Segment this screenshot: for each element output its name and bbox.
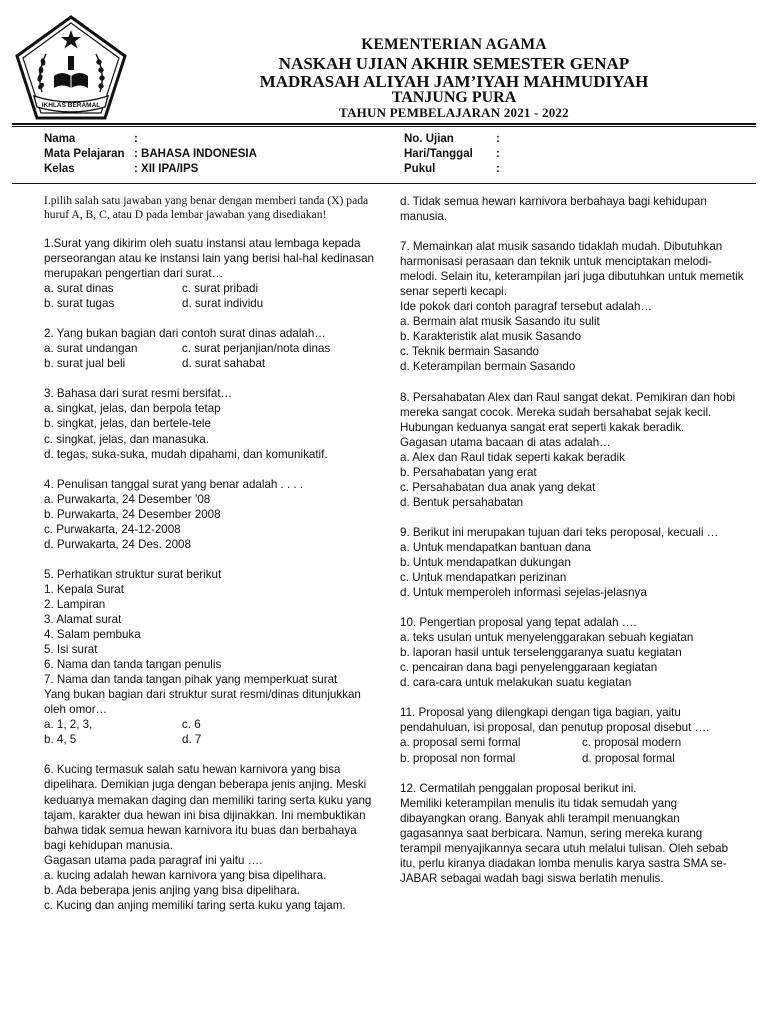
ministry-title: KEMENTERIAN AGAMA <box>361 36 547 53</box>
header-divider-thin <box>12 126 756 127</box>
option-a: a. singkat, jelas, dan berpola tetap <box>44 402 221 416</box>
instruction-text: I.pilih salah satu jawaban yang benar dengan memberi tanda (X) pada huruf A, B, C, atau D pada lembar jawaban yang disediakan! <box>44 194 369 221</box>
info-row-name <box>44 132 384 147</box>
question-5: 5. Perhatikan struktur surat berikut <box>44 567 222 581</box>
info-label: Hari/Tanggal <box>404 148 473 160</box>
options-row <box>44 296 380 311</box>
option-b: b. singkat, jelas, dan bertele-tele <box>44 417 211 431</box>
option-d: d. surat sahabat <box>182 357 266 371</box>
info-label: Pukul <box>404 163 436 175</box>
options-row <box>44 356 380 371</box>
question-3: 3. Bahasa dari surat resmi bersifat… <box>44 387 233 401</box>
option-c: c. Untuk mendapatkan perizinan <box>400 571 567 585</box>
academic-year: TAHUN PEMBELAJARAN 2021 - 2022 <box>339 105 569 120</box>
option-a: a. surat undangan <box>44 342 138 356</box>
info-row-time <box>404 162 724 177</box>
question-5-prompt: Yang bukan bagian dari struktur surat resmi/dinas ditunjukkan oleh omor… <box>44 688 361 717</box>
option-a: a. Bermain alat musik Sasando itu sulit <box>400 315 600 329</box>
option-d: d. Untuk memperoleh informasi sejelas-jelasnya <box>400 586 647 600</box>
option-b: b. laporan hasil untuk terselenggaranya suatu kegiatan <box>400 646 682 660</box>
option-a: a. Untuk mendapatkan bantuan dana <box>400 540 591 554</box>
option-d: d. cara-cara untuk melakukan suatu kegiatan <box>400 676 632 690</box>
option-b: b. Persahabatan yang erat <box>400 465 537 479</box>
options-row <box>44 281 380 296</box>
question-1: 1.Surat yang dikirim oleh suatu instansi atau lembaga kepada perseorangan atau ke instansi lain yang berisi hal-hal kedinasan merupakan pengertian dari surat… <box>44 237 374 281</box>
structure-item: 6. Nama dan tanda tangan penulis <box>44 658 222 672</box>
option-c: c. pencairan dana bagi penyelenggaraan kegiatan <box>400 661 658 675</box>
structure-item: 1. Kepala Surat <box>44 582 124 596</box>
question-2: 2. Yang bukan bagian dari contoh surat dinas adalah… <box>44 327 326 341</box>
ministry-logo <box>12 14 130 122</box>
option-c: c. Purwakarta, 24-12-2008 <box>44 522 181 536</box>
option-a: a. teks usulan untuk menyelenggarakan sebuah kegiatan <box>400 631 694 645</box>
question-6-prompt: Gagasan utama pada paragraf ini yaitu …. <box>44 853 263 867</box>
structure-item: 4. Salam pembuka <box>44 628 141 642</box>
option-a: a. kucing adalah hewan karnivora yang bisa dipelihara. <box>44 868 327 882</box>
info-value: : XII IPA/IPS <box>134 163 199 175</box>
logo-motto-text: IKHLAS BERAMAL <box>41 102 101 109</box>
info-row-date <box>404 147 724 162</box>
option-d: d. proposal formal <box>582 751 675 765</box>
question-11: 11. Proposal yang dilengkapi dengan tiga bagian, yaitu pendahuluan, isi proposal, dan penutup proposal disebut …. <box>400 706 710 735</box>
info-value: : BAHASA INDONESIA <box>134 148 257 160</box>
structure-item: 2. Lampiran <box>44 597 106 611</box>
left-column <box>44 194 380 913</box>
options-row <box>44 732 380 747</box>
info-label: No. Ujian <box>404 133 454 145</box>
question-7-prompt: Ide pokok dari contoh paragraf tersebut adalah… <box>400 300 653 314</box>
option-c: c. 6 <box>182 718 201 732</box>
option-d: d. Tidak semua hewan karnivora berbahaya bagi kehidupan manusia. <box>400 195 707 224</box>
option-c: c. proposal modern <box>582 736 682 750</box>
info-value: : <box>496 133 500 145</box>
info-value: : <box>496 163 500 175</box>
info-row-exam-number <box>404 132 724 147</box>
options-row <box>400 751 744 766</box>
option-d: d. surat individu <box>182 297 264 311</box>
school-name: MADRASAH ALIYAH JAM’IYAH MAHMUDIYAH <box>259 72 649 91</box>
option-b: b. Purwakarta, 24 Desember 2008 <box>44 507 221 521</box>
question-7: 7. Memainkan alat musik sasando tidaklah mudah. Dibutuhkan harmonisasi perasaan dan teknik untuk menciptakan melodi-melodi. Selain itu, keterampilan jari juga dibutuhkan untuk memetik senar seperti kecapi. <box>400 240 744 299</box>
info-row-class <box>44 162 384 177</box>
info-value: : <box>496 148 500 160</box>
info-label: Mata Pelajaran <box>44 148 125 160</box>
student-info-left <box>44 132 384 180</box>
option-c: c. Teknik bermain Sasando <box>400 345 539 359</box>
option-b: b. 4, 5 <box>44 733 77 747</box>
info-label: Nama <box>44 133 76 145</box>
option-a: a. Alex dan Raul tidak seperti kakak beradik <box>400 450 625 464</box>
structure-item: 3. Alamat surat <box>44 612 122 626</box>
question-12: 12. Cermatilah penggalan proposal berikut ini. <box>400 781 637 795</box>
option-d: d. 7 <box>182 733 202 747</box>
option-b: b. surat jual beli <box>44 357 126 371</box>
info-divider <box>12 183 756 184</box>
option-d: d. Purwakarta, 24 Des. 2008 <box>44 537 191 551</box>
option-d: d. Bentuk persahabatan <box>400 495 524 509</box>
structure-item: 7. Nama dan tanda tangan pihak yang memperkuat surat <box>44 673 338 687</box>
option-a: a. proposal semi formal <box>400 736 521 750</box>
right-column <box>400 194 744 886</box>
option-c: c. Kucing dan anjing memiliki taring serta kuku yang tajam. <box>44 898 346 912</box>
question-8-prompt: Gagasan utama bacaan di atas adalah… <box>400 435 611 449</box>
question-4: 4. Penulisan tanggal surat yang benar adalah . . . . <box>44 477 304 491</box>
option-c: c. surat pribadi <box>182 282 259 296</box>
student-info-right <box>404 132 724 180</box>
question-12-passage: Memiliki keterampilan menulis itu tidak semudah yang dibayangkan orang. Banyak ahli terampil menuangkan gagasannya saat berbicara. Namun, sering mereka kurang terampil menyajikannya secara utuh melalui tulisan. Oleh sebab itu, perlu kiranya diadakan lomba menulis karya sastra SMA se-JABAR sebagai wadah bagi siswa berlatih menulis. <box>400 796 729 885</box>
question-6: 6. Kucing termasuk salah satu hewan karnivora yang bisa dipelihara. Demikian juga dengan beberapa jenis anjing. Meski keduanya memakan daging dan memiliki taring serta kuku yang tajam, karakter dua hewan ini bisa dijinakkan. Ini membuktikan bahwa tidak semua hewan karnivora itu buas dan berbahaya bagi kehidupan manusia. <box>44 763 372 852</box>
option-b: b. Untuk mendapatkan dukungan <box>400 555 571 569</box>
info-value: : <box>134 133 138 145</box>
question-8: 8. Persahabatan Alex dan Raul sangat dekat. Pemikiran dan hobi mereka sangat cocok. Mereka sudah bersahabat sejak kecil. Hubungan keduanya sangat erat seperti kakak beradik. <box>400 390 736 434</box>
option-b: b. proposal non formal <box>400 751 516 765</box>
question-10: 10. Pengertian proposal yang tepat adalah …. <box>400 616 637 630</box>
option-b: b. Ada beberapa jenis anjing yang bisa dipelihara. <box>44 883 300 897</box>
option-a: a. Purwakarta, 24 Desember ’08 <box>44 492 211 506</box>
option-c: c. singkat, jelas, dan manasuka. <box>44 432 209 446</box>
option-d: d. Keterampilan bermain Sasando <box>400 360 576 374</box>
header-divider-thick <box>12 123 756 125</box>
options-row <box>44 717 380 732</box>
info-label: Kelas <box>44 163 75 175</box>
option-c: c. Persahabatan dua anak yang dekat <box>400 480 596 494</box>
info-row-subject <box>44 147 384 162</box>
school-location: TANJUNG PURA <box>391 89 517 106</box>
structure-item: 5. Isi surat <box>44 643 98 657</box>
option-b: b. surat tugas <box>44 297 115 311</box>
option-a: a. 1, 2, 3, <box>44 718 93 732</box>
option-a: a. surat dinas <box>44 282 114 296</box>
options-row <box>44 341 380 356</box>
option-c: c. surat perjanjian/nota dinas <box>182 342 331 356</box>
question-9: 9. Berikut ini merupakan tujuan dari teks peroposal, kecuali … <box>400 525 719 539</box>
exam-title: NASKAH UJIAN AKHIR SEMESTER GENAP <box>278 54 630 73</box>
option-b: b. Karakteristik alat musik Sasando <box>400 330 582 344</box>
options-row <box>400 735 744 750</box>
option-d: d. tegas, suka-suka, mudah dipahami, dan komunikatif. <box>44 447 328 461</box>
